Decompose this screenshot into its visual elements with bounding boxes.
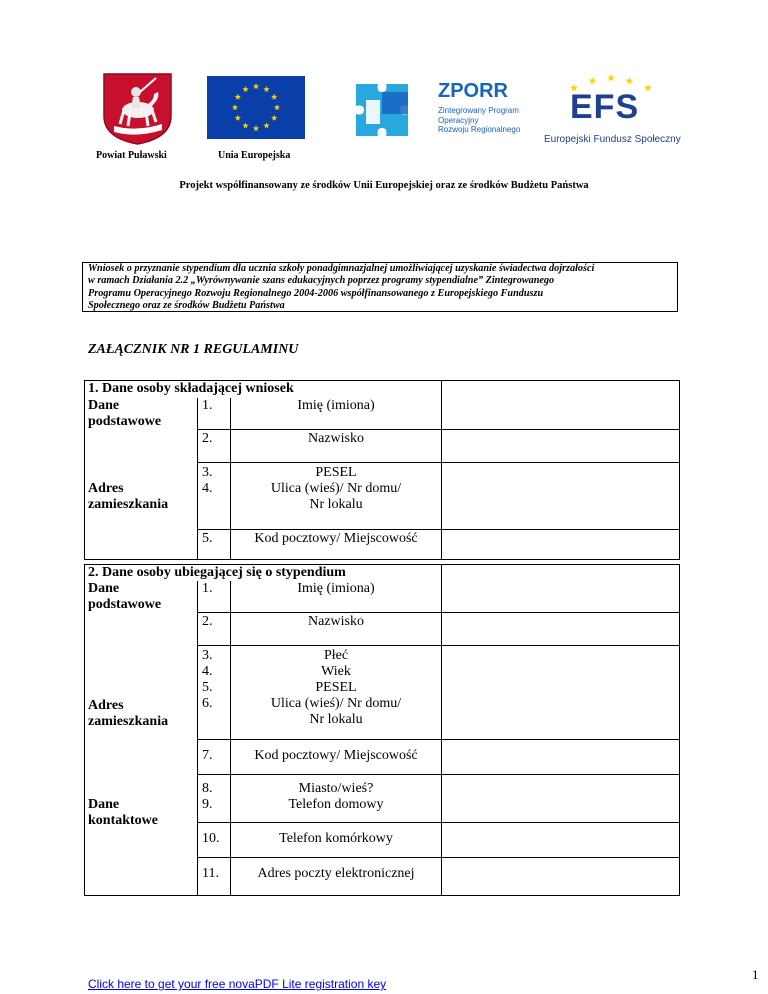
group-address: Adres zamieszkania — [88, 698, 169, 729]
page-number: 1 — [752, 967, 759, 982]
input-first-name[interactable] — [442, 581, 679, 611]
efs-star-icon — [607, 74, 615, 82]
group-basic-data: Dane podstawowe — [88, 581, 162, 612]
section-1-title: 1. Dane osoby składającej wniosek — [88, 381, 294, 396]
row-number: 10. — [202, 831, 220, 846]
input-address[interactable] — [442, 463, 679, 528]
field-label-postal-city: Kod pocztowy/ Miejscowość — [254, 748, 418, 763]
zporr-title: ZPORR — [438, 80, 508, 102]
efs-star-icon — [644, 84, 652, 92]
field-label-mobile-phone: Telefon komórkowy — [279, 831, 393, 846]
group-contact: Dane kontaktowe — [88, 797, 159, 828]
field-label-first-name: Imię (imiona) — [297, 398, 375, 413]
field-label-home-phone: Telefon domowy — [288, 797, 384, 812]
eu-flag-logo — [207, 76, 305, 139]
input-first-name[interactable] — [442, 398, 679, 428]
application-notice-box — [82, 262, 678, 312]
field-label-first-name: Imię (imiona) — [297, 581, 375, 596]
row-number: 1. — [202, 581, 213, 596]
attachment-title: ZAŁĄCZNIK NR 1 REGULAMINU — [88, 342, 299, 357]
field-label-street: Ulica (wieś)/ Nr domu/ Nr lokalu — [270, 696, 402, 727]
zporr-subtitle: Zintegrowany Program Operacyjny Rozwoju Regionalnego — [438, 106, 521, 134]
coat-caption: Powiat Puławski — [96, 150, 167, 161]
notice-line: w ramach Działania 2.2 „Wyrównywanie szans edukacyjnych poprzez programy stypendialne” Zintegrowanego — [88, 275, 555, 287]
row-number: 8. — [202, 781, 213, 796]
puzzle-icon — [352, 80, 416, 138]
section-2-title: 2. Dane osoby ubiegającej się o stypendium — [88, 565, 346, 580]
row-number: 2. — [202, 431, 213, 446]
field-label-pesel: PESEL — [315, 465, 357, 480]
row-number: 1. — [202, 398, 213, 413]
notice-line: Programu Operacyjnego Rozwoju Regionalnego 2004-2006 współfinansowanego z Europejskiego Funduszu — [88, 287, 544, 299]
row-number: 5. — [202, 531, 213, 546]
notice-line: Wniosek o przyznanie stypendium dla ucznia szkoły ponadgimnazjalnej umożliwiającej uzyskanie świadectwa dojrzałości — [88, 263, 595, 274]
row-number: 5. — [202, 680, 213, 695]
group-basic-data: Dane podstawowe — [88, 398, 162, 429]
input-home-phone[interactable] — [442, 775, 679, 821]
efs-star-icon — [626, 77, 634, 85]
row-number: 2. — [202, 614, 213, 629]
input-mobile-phone[interactable] — [442, 823, 679, 856]
input-personal-address[interactable] — [442, 646, 679, 738]
row-number: 3. — [202, 465, 213, 480]
input-email[interactable] — [442, 858, 679, 895]
efs-title: EFS — [570, 88, 640, 126]
input-postal-city[interactable] — [442, 530, 679, 559]
field-label-street: Ulica (wieś)/ Nr domu/ Nr lokalu — [270, 481, 402, 512]
input-postal-city[interactable] — [442, 740, 679, 773]
row-number: 4. — [202, 481, 213, 496]
row-number: 11. — [202, 866, 219, 881]
field-label-postal-city: Kod pocztowy/ Miejscowość — [254, 531, 418, 546]
field-label-age: Wiek — [321, 664, 351, 679]
powiat-coat-of-arms-logo — [100, 72, 175, 146]
input-surname[interactable] — [442, 613, 679, 644]
field-label-sex: Płeć — [323, 648, 349, 663]
row-number: 9. — [202, 797, 213, 812]
field-label-surname: Nazwisko — [308, 614, 364, 629]
field-label-town-village: Miasto/wieś? — [298, 781, 374, 796]
efs-logo — [540, 72, 680, 152]
zporr-logo — [352, 80, 522, 138]
efs-caption: Europejski Fundusz Społeczny — [544, 134, 681, 145]
efs-star-icon — [589, 77, 597, 85]
group-address: Adres zamieszkania — [88, 481, 169, 512]
novapdf-registration-link[interactable]: Click here to get your free novaPDF Lite registration key — [88, 977, 387, 991]
field-label-surname: Nazwisko — [308, 431, 364, 446]
project-cofinancing-line: Projekt współfinansowany ze środków Unii Europejskiej oraz ze środków Budżetu Państwa — [179, 180, 589, 191]
eu-caption: Unia Europejska — [218, 150, 291, 161]
notice-line: Społecznego oraz ze środków Budżetu Państwa — [88, 300, 285, 312]
field-label-email: Adres poczty elektronicznej — [257, 866, 415, 881]
row-number: 3. — [202, 648, 213, 663]
input-surname[interactable] — [442, 430, 679, 461]
row-number: 6. — [202, 696, 213, 711]
row-number: 4. — [202, 664, 213, 679]
row-number: 7. — [202, 748, 213, 763]
field-label-pesel: PESEL — [315, 680, 357, 695]
